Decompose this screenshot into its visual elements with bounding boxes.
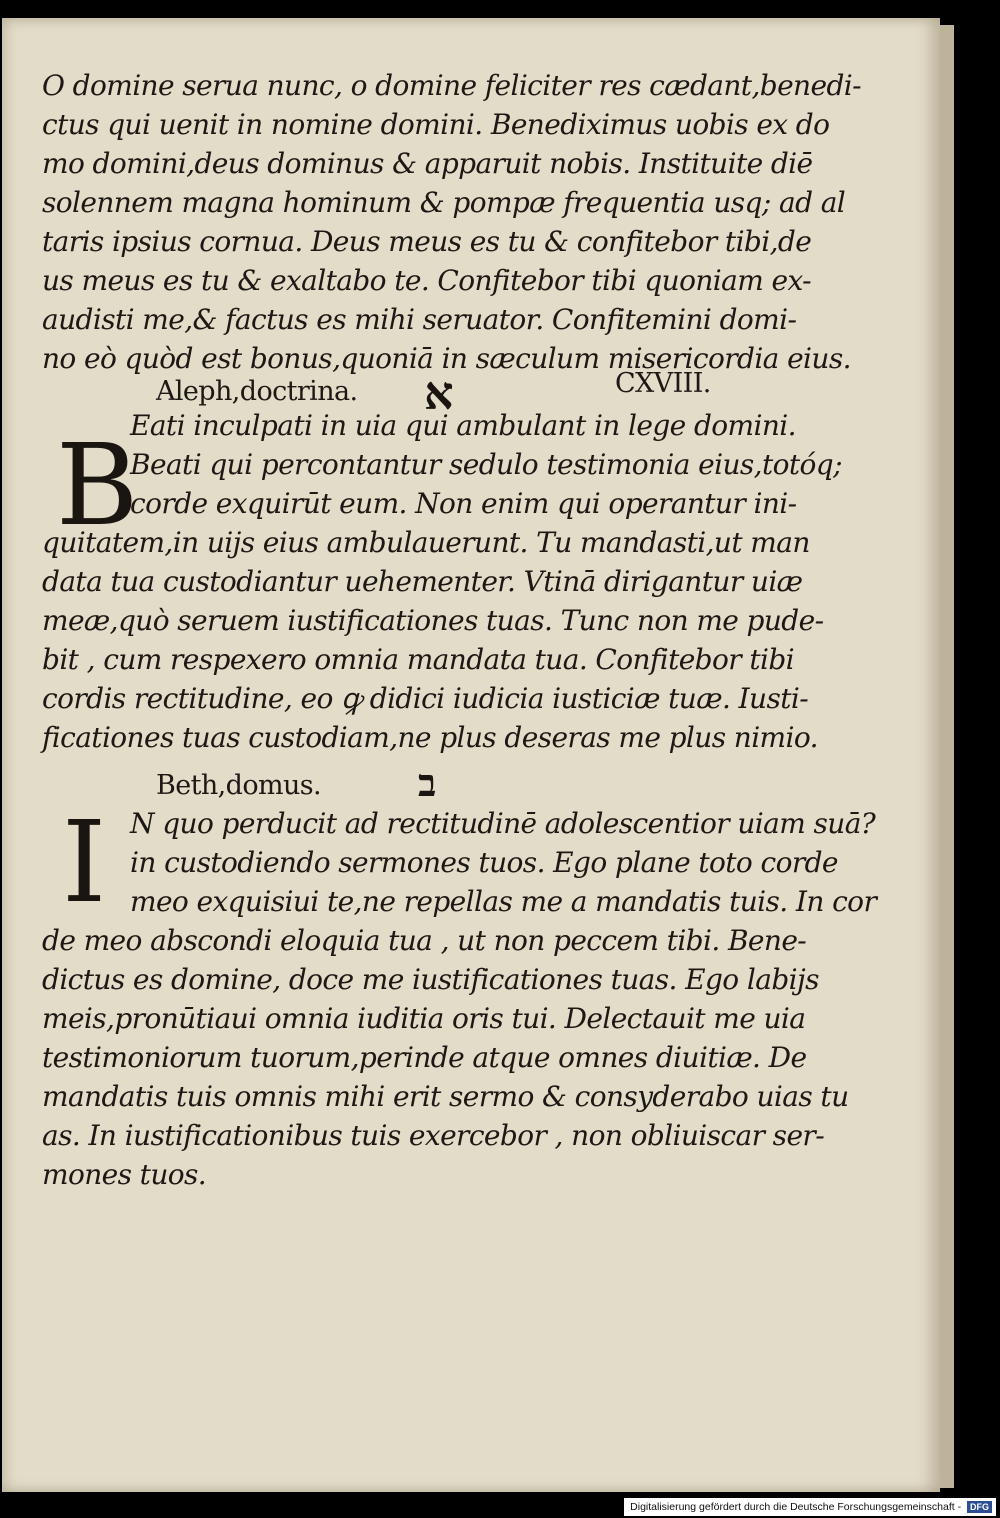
- dfg-logo: DFG: [967, 1501, 992, 1513]
- text-line: corde exquirūt eum. Non enim qui operantur ini-: [130, 487, 797, 520]
- text-line: ctus qui uenit in nomine domini. Benediximus uobis ex do: [42, 108, 830, 141]
- text-line: data tua custodiantur uehementer. Vtinā dirigantur uiæ: [42, 565, 803, 598]
- text-line: no eò quòd est bonus,quoniā in sæculum misericordia eius.: [42, 342, 851, 375]
- initial-letter-b: B: [56, 421, 138, 551]
- text-line: as. In iustificationibus tuis exercebor , non obliuiscar ser-: [42, 1119, 825, 1152]
- text-line: meis,pronūtiaui omnia iuditia oris tui. Delectauit me uia: [42, 1002, 806, 1035]
- text-line: Beati qui percontantur sedulo testimonia eius,totóq;: [130, 448, 842, 481]
- section-heading-beth: Beth,domus.: [156, 770, 322, 801]
- text-line: taris ipsius cornua. Deus meus es tu & confitebor tibi,de: [42, 225, 812, 258]
- text-line: meæ,quò seruem iustificationes tuas. Tunc non me pude-: [42, 604, 824, 637]
- text-line: quitatem,in uijs eius ambulauerunt. Tu mandasti,ut man: [42, 526, 810, 559]
- text-line: us meus es tu & exaltabo te. Confitebor tibi quoniam ex-: [42, 264, 812, 297]
- credit-text: Digitalisierung gefördert durch die Deutsche Forschungsgemeinschaft -: [630, 1501, 962, 1513]
- text-line: meo exquisiui te,ne repellas me a mandatis tuis. In cor: [130, 885, 877, 918]
- text-line: Eati inculpati in uia qui ambulant in lege domini.: [130, 409, 796, 442]
- text-line: in custodiendo sermones tuos. Ego plane toto corde: [130, 846, 838, 879]
- text-line: mo domini,deus dominus & apparuit nobis. Instituite diē: [42, 147, 813, 180]
- text-line: ficationes tuas custodiam,ne plus deseras me plus nimio.: [42, 721, 818, 754]
- text-line: cordis rectitudine, eo ꝙ didici iudicia iusticiæ tuæ. Iusti-: [42, 682, 809, 715]
- text-line: mandatis tuis omnis mihi erit sermo & consyderabo uias tu: [42, 1080, 849, 1113]
- text-line: mones tuos.: [42, 1158, 207, 1191]
- text-line: testimoniorum tuorum,perinde atque omnes diuitiæ. De: [42, 1041, 807, 1074]
- text-line: N quo perducit ad rectitudinē adolescentior uiam suā?: [130, 807, 876, 840]
- text-line: solennem magna hominum & pompæ frequentia usq; ad al: [42, 186, 846, 219]
- psalm-numeral: CXVIII.: [615, 368, 711, 399]
- section-heading-aleph: Aleph,doctrina.: [156, 376, 358, 407]
- text-line: dictus es domine, doce me iustificationes tuas. Ego labijs: [42, 963, 819, 996]
- initial-letter-i: I: [62, 798, 106, 928]
- hebrew-letter-aleph: א: [424, 366, 453, 420]
- text-line: de meo abscondi eloquia tua , ut non peccem tibi. Bene-: [42, 924, 807, 957]
- hebrew-letter-beth: ב: [418, 760, 436, 805]
- text-line: O domine serua nunc, o domine feliciter res cædant,benedi-: [42, 69, 861, 102]
- page-edge: [940, 25, 954, 1488]
- digitization-credit: [624, 1498, 996, 1516]
- text-line: bit , cum respexero omnia mandata tua. Confitebor tibi: [42, 643, 795, 676]
- text-line: audisti me,& factus es mihi seruator. Confitemini domi-: [42, 303, 797, 336]
